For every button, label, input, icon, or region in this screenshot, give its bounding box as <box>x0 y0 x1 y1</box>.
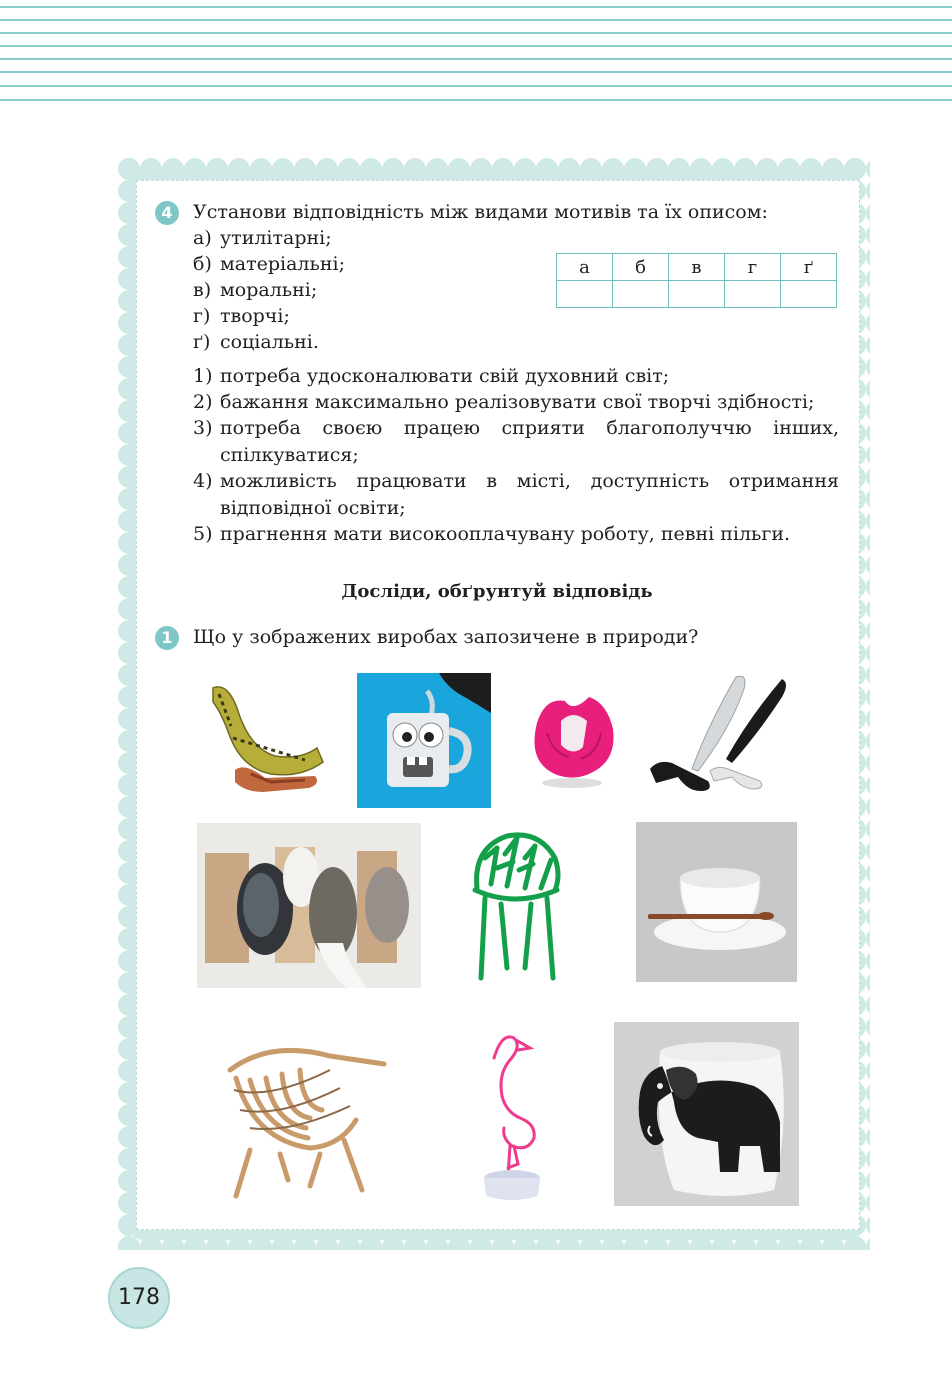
task-number-badge: 1 <box>155 626 179 650</box>
task-number-badge: 4 <box>155 201 179 225</box>
flamingo-neon-lamp-image <box>458 1028 550 1204</box>
description-text: потреба своєю працею сприяти благополуччю інших, спілкуватися; <box>220 417 839 466</box>
option-text: утилітарні; <box>220 227 332 249</box>
answer-header: ґ <box>781 254 837 281</box>
option-key: ґ) <box>193 331 211 353</box>
option-text: соціальні. <box>220 331 319 353</box>
option-item <box>193 225 332 251</box>
option-text: творчі; <box>220 305 290 327</box>
option-item <box>193 251 345 277</box>
answer-cell[interactable] <box>669 281 725 308</box>
task-prompt: Установи відповідність між видами мотивів та їх описом: <box>193 201 768 223</box>
feather-spoon-holders-image <box>648 673 790 805</box>
answer-cell[interactable] <box>557 281 613 308</box>
pebble-wall-hooks-image <box>197 823 421 988</box>
description-item <box>193 521 839 548</box>
description-key: 3) <box>193 417 213 439</box>
answer-header: г <box>725 254 781 281</box>
elephant-mug-image <box>614 1022 799 1206</box>
option-item <box>193 303 290 329</box>
cup-with-spoon-image <box>636 822 797 982</box>
green-wave-chair-image <box>205 678 330 803</box>
description-key: 1) <box>193 365 213 387</box>
description-item <box>193 468 839 521</box>
description-item <box>193 415 839 468</box>
wooden-nest-chair-image <box>210 1030 390 1200</box>
option-key: г) <box>193 305 211 327</box>
option-text: моральні; <box>220 279 318 301</box>
option-key: б) <box>193 253 212 275</box>
answer-cell[interactable] <box>781 281 837 308</box>
description-text: бажання максимально реалізовувати свої творчі здібності; <box>220 391 815 413</box>
description-item <box>193 389 839 416</box>
page-number: 178 <box>108 1267 170 1329</box>
green-branch-chair-image <box>467 828 565 988</box>
description-key: 5) <box>193 523 213 545</box>
option-key: в) <box>193 279 212 301</box>
face-mug-with-teapot-image <box>357 673 491 808</box>
answer-header: в <box>669 254 725 281</box>
answer-cell[interactable] <box>613 281 669 308</box>
section-title: Досліди, обґрунтуй відповідь <box>341 581 653 602</box>
answer-header: а <box>557 254 613 281</box>
description-text: прагнення мати високооплачувану роботу, певні пільги. <box>220 523 791 545</box>
option-item <box>193 329 319 355</box>
description-text: можливість працювати в місті, доступність отримання відповідної освіти; <box>220 470 839 519</box>
description-key: 2) <box>193 391 213 413</box>
option-key: а) <box>193 227 212 249</box>
answer-header: б <box>613 254 669 281</box>
description-text: потреба удосконалювати свій духовний світ; <box>220 365 670 387</box>
option-item <box>193 277 317 303</box>
answer-cell[interactable] <box>725 281 781 308</box>
answer-table <box>556 253 837 308</box>
description-item <box>193 363 839 390</box>
pink-flower-chair-image <box>517 683 627 793</box>
task-prompt: Що у зображених виробах запозичене в природи? <box>193 626 699 648</box>
header-stripes <box>0 0 952 110</box>
option-text: матеріальні; <box>220 253 345 275</box>
description-key: 4) <box>193 470 213 492</box>
